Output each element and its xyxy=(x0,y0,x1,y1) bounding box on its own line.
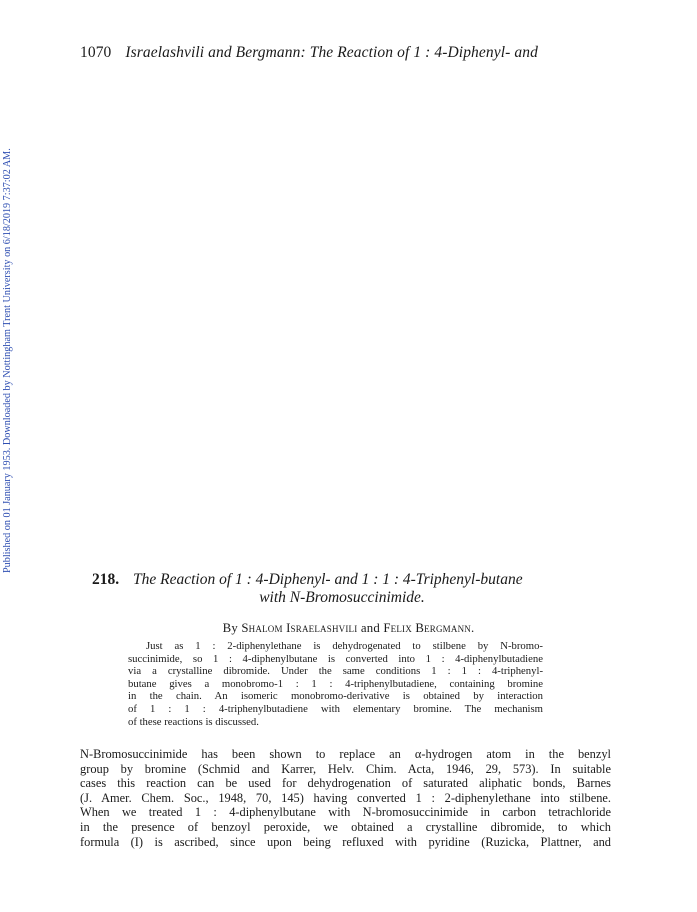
body-line: N-Bromosuccinimide has been shown to replace an α-hydrogen atom in the benzyl xyxy=(80,747,611,761)
body-line: When we treated 1 : 4-diphenylbutane with N-bromosuccinimide in carbon tetrachloride xyxy=(80,805,611,820)
abstract-line: in the chain. An isomeric monobromo-derivative is obtained by interaction xyxy=(128,690,543,703)
page-number: 1070 xyxy=(80,44,112,61)
running-head xyxy=(80,44,610,62)
body-line: group by bromine (Schmid and Karrer, Helv. Chim. Acta, 1946, 29, 573). In suitable xyxy=(80,761,611,776)
title-line-1: The Reaction of 1 : 4-Diphenyl- and 1 : 1 : 4-Triphenyl-butane xyxy=(133,571,523,588)
body-text xyxy=(80,747,611,849)
author-2: Felix Bergmann. xyxy=(383,621,475,635)
byline xyxy=(0,621,697,636)
download-watermark: Published on 01 January 1953. Downloaded by Nottingham Trent University on 6/18/2019 7:37:02 AM. xyxy=(2,148,13,573)
article-number: 218. xyxy=(92,571,120,588)
abstract-line: via a crystalline dibromide. Under the same conditions 1 : 1 : 4-triphenyl- xyxy=(128,665,543,678)
abstract-line: of these reactions is discussed. xyxy=(128,715,259,728)
body-line: cases this reaction can be used for dehydrogenation of saturated aliphatic bonds, Barnes xyxy=(80,776,611,791)
abstract-line: Just as 1 : 2-diphenylethane is dehydrogenated to stilbene by N-bromo- xyxy=(146,640,543,652)
author-1: Shalom Israelashvili xyxy=(241,621,358,635)
abstract-line: of 1 : 1 : 4-triphenylbutadiene with elementary bromine. The mechanism xyxy=(128,702,543,715)
title-line-2: with N-Bromosuccinimide. xyxy=(259,589,425,606)
abstract-line: butane gives a monobromo-1 : 1 : 4-triphenylbutadiene, containing bromine xyxy=(128,677,543,690)
body-line: in the presence of benzoyl peroxide, we obtained a crystalline dibromide, to which xyxy=(80,819,611,834)
byline-by: By xyxy=(222,621,238,635)
byline-and: and xyxy=(360,621,380,635)
running-head-title: Israelashvili and Bergmann: The Reaction of 1 : 4-Diphenyl- and xyxy=(125,44,538,61)
article-title xyxy=(92,571,612,607)
body-line: (J. Amer. Chem. Soc., 1948, 70, 145) having converted 1 : 2-diphenylethane into stilbene. xyxy=(80,790,611,805)
abstract xyxy=(128,640,543,728)
body-line: formula (I) is ascribed, since upon being refluxed with pyridine (Ruzicka, Plattner, and xyxy=(80,834,611,849)
abstract-line: succinimide, so 1 : 4-diphenylbutane is converted into 1 : 4-diphenylbutadiene xyxy=(128,652,543,665)
